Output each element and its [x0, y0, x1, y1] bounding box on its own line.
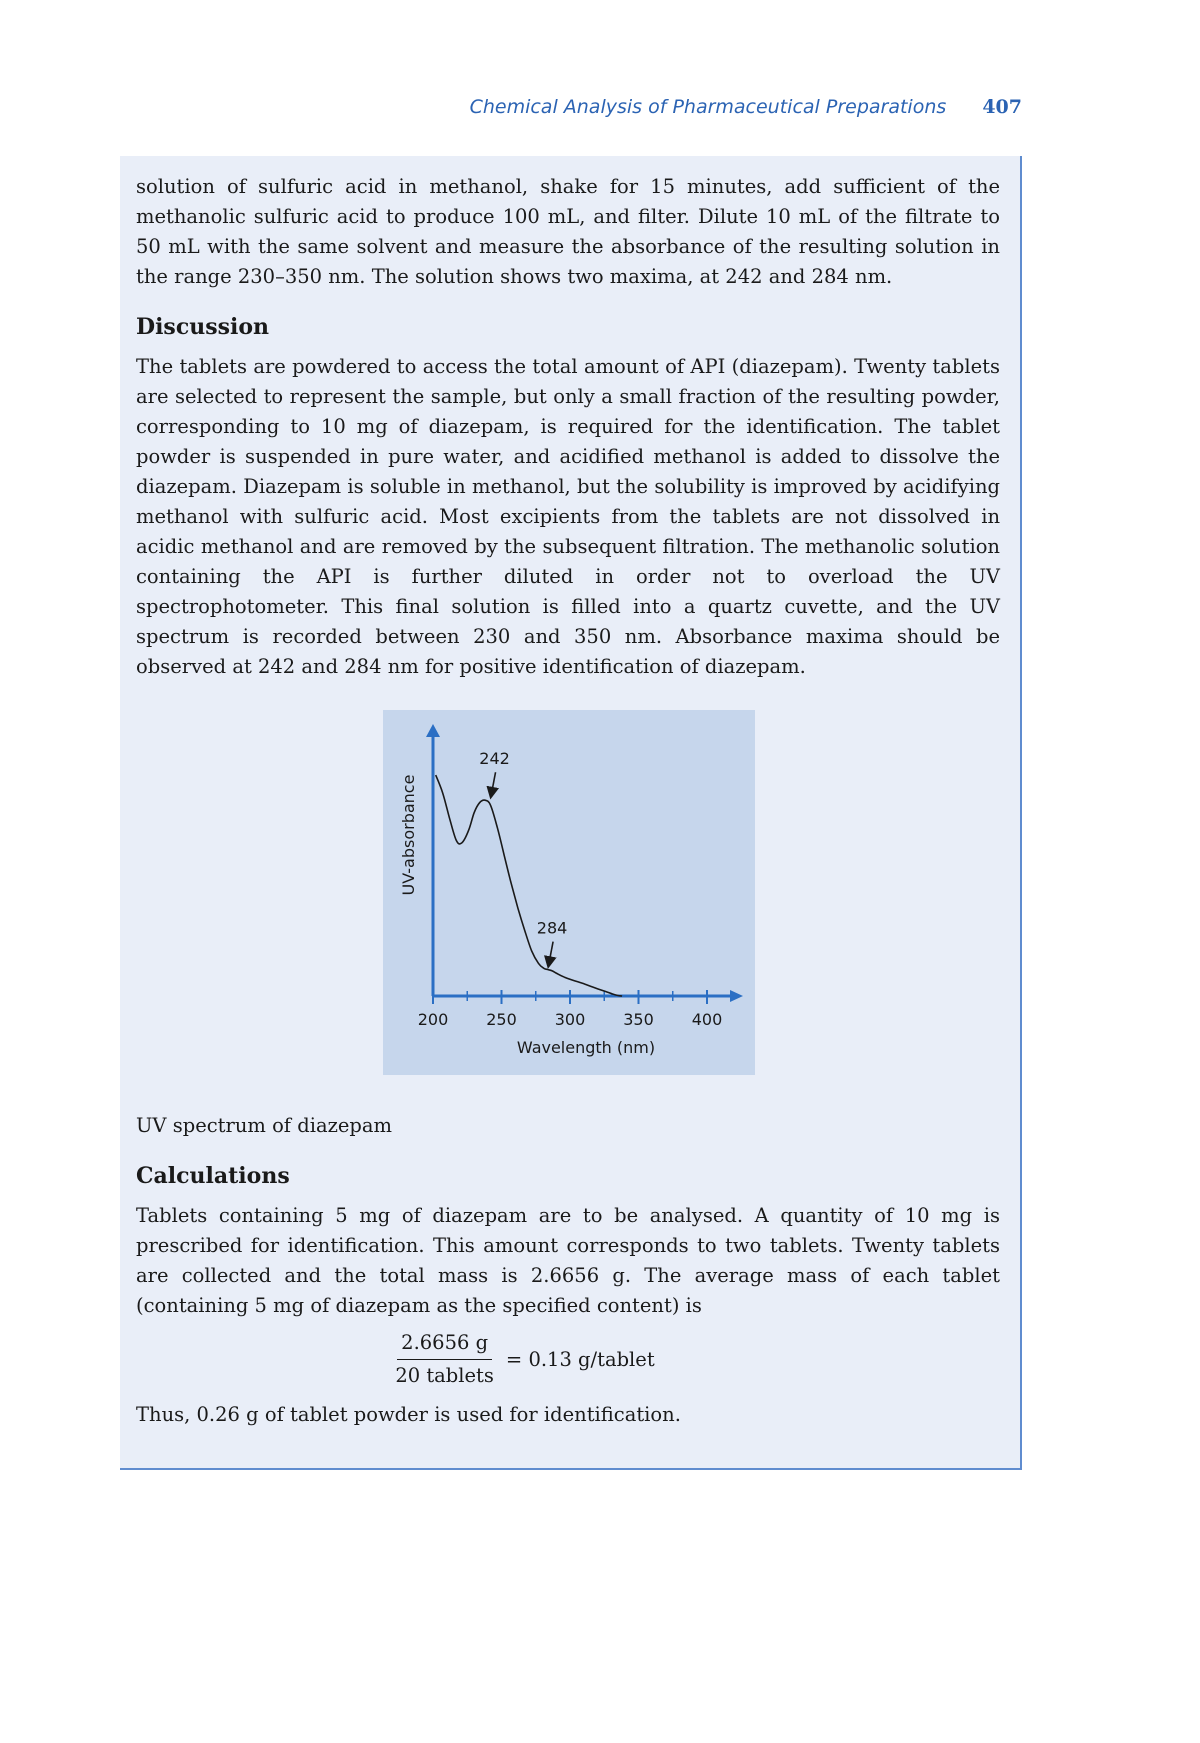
peak-label-242: 242	[479, 749, 510, 769]
equation-fraction	[391, 1329, 498, 1390]
equation-denominator: 20 tablets	[395, 1364, 494, 1387]
book-title: Chemical Analysis of Pharmaceutical Preparations	[469, 96, 947, 118]
uv-spectrum-figure	[383, 710, 755, 1075]
figure-caption: UV spectrum of diazepam	[136, 1114, 392, 1137]
x-axis-label: Wavelength (nm)	[516, 1038, 656, 1057]
series-line-diazepam	[436, 775, 622, 996]
conclusion-paragraph: Thus, 0.26 g of tablet powder is used for identification.	[136, 1403, 681, 1426]
content-box	[120, 156, 1022, 1470]
x-tick-label: 250	[486, 1010, 517, 1029]
uv-spectrum-chart	[383, 710, 755, 1075]
x-tick-label: 200	[417, 1010, 449, 1029]
average-mass-equation	[136, 1329, 1000, 1390]
discussion-heading: Discussion	[136, 314, 270, 340]
peak-arrow-284	[549, 942, 553, 963]
intro-paragraph: solution of sulfuric acid in methanol, shake for 15 minutes, add sufficient of the methanolic sulfuric acid to produce 100 mL, and filter. Dilute 10 mL of the filtrate to 50 mL with the same solvent and measure the absorbance of the resulting solution in the range 230–350 nm. The solution shows two maxima, at 242 and 284 nm.	[136, 175, 1000, 288]
equation-result: = 0.13 g/tablet	[505, 1347, 655, 1371]
x-tick-label: 400	[691, 1010, 723, 1029]
calculations-heading: Calculations	[136, 1163, 290, 1189]
y-axis-label: UV-absorbance	[399, 774, 418, 896]
peak-label-284: 284	[536, 918, 568, 938]
running-header	[470, 96, 1022, 118]
peak-arrow-242	[492, 772, 496, 793]
equation-numerator: 2.6656 g	[397, 1329, 492, 1360]
x-axis-arrowhead	[730, 990, 743, 1002]
calculations-paragraph: Tablets containing 5 mg of diazepam are to be analysed. A quantity of 10 mg is prescribed for identification. This amount corresponds to two tablets. Twenty tablets are collected and the total mass is 2.6656 g. The average mass of each tablet (containing 5 mg of diazepam as the specified content) is	[136, 1204, 1000, 1317]
page-number: 407	[982, 96, 1022, 118]
discussion-paragraph: The tablets are powdered to access the total amount of API (diazepam). Twenty tablets are selected to represent the sample, but only a small fraction of the resulting powder, corresponding to 10 mg of diazepam, is required for the identification. The tablet powder is suspended in pure water, and acidified methanol is added to dissolve the diazepam. Diazepam is soluble in methanol, but the solubility is improved by acidifying methanol with sulfuric acid. Most excipients from the tablets are not dissolved in acidic methanol and are removed by the subsequent filtration. The methanolic solution containing the API is further diluted in order not to overload the UV spectrophotometer. This final solution is filled into a quartz cuvette, and the UV spectrum is recorded between 230 and 350 nm. Absorbance maxima should be observed at 242 and 284 nm for positive identification of diazepam.	[136, 355, 1000, 678]
x-tick-label: 350	[623, 1010, 654, 1029]
x-tick-label: 300	[554, 1010, 586, 1029]
y-axis-arrowhead	[426, 724, 440, 737]
